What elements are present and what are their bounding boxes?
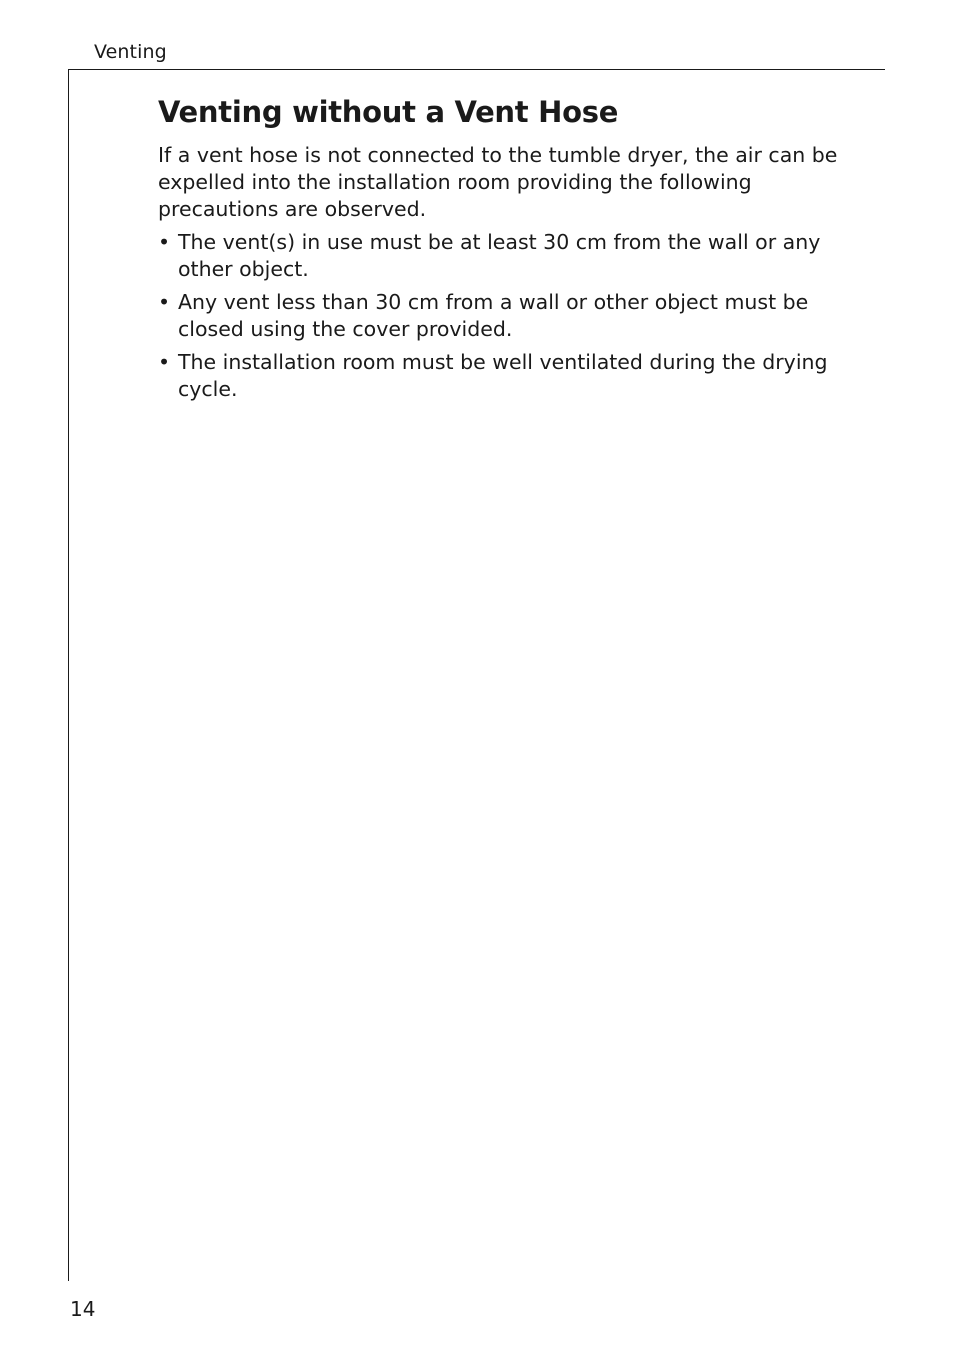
list-item-text: Any vent less than 30 cm from a wall or other object must be closed using the cover provided. xyxy=(178,290,809,341)
bullet-icon: • xyxy=(158,290,171,314)
list-item xyxy=(158,289,863,343)
page-number: 14 xyxy=(70,1297,96,1321)
section-title: Venting without a Vent Hose xyxy=(158,95,619,129)
list-item-text: The installation room must be well ventilated during the drying cycle. xyxy=(178,350,828,401)
bullet-icon: • xyxy=(158,230,171,254)
section-content xyxy=(158,94,863,409)
list-item xyxy=(158,349,863,403)
list-item-text: The vent(s) in use must be at least 30 cm from the wall or any other object. xyxy=(178,230,821,281)
running-header: Venting xyxy=(94,41,167,63)
header-rule xyxy=(68,69,885,70)
precautions-list xyxy=(158,229,863,403)
margin-rule xyxy=(68,69,69,1281)
intro-paragraph: If a vent hose is not connected to the tumble dryer, the air can be expelled into the installation room providing the following precautions are observed. xyxy=(158,143,838,221)
bullet-icon: • xyxy=(158,350,171,374)
list-item xyxy=(158,229,863,283)
